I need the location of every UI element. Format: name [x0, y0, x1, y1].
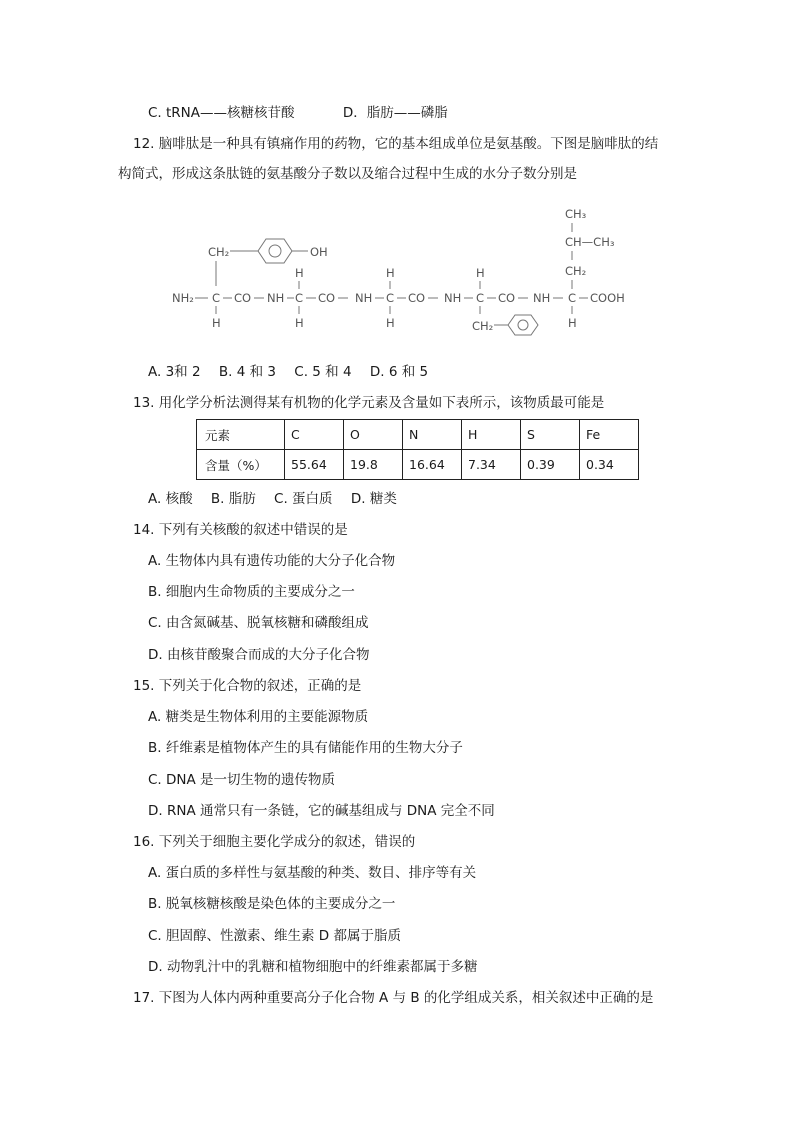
nh-2: NH: [355, 291, 373, 305]
q14-option-c: C. 由含氮碱基、脱氧核糖和磷酸组成: [148, 615, 369, 631]
q16-stem: 16. 下列关于细胞主要化学成分的叙述，错误的: [133, 834, 416, 850]
phe-benzene-ring: [508, 315, 538, 335]
gly2-h-bottom: H: [386, 316, 395, 330]
c-alpha-4: C: [476, 291, 485, 305]
q15-option-c: C. DNA 是一切生物的遗传物质: [148, 772, 336, 788]
table-cell-element: Fe: [580, 420, 639, 450]
q16-option-a: A. 蛋白质的多样性与氨基酸的种类、数目、排序等有关: [148, 865, 477, 881]
q14-option-a: A. 生物体内具有遗传功能的大分子化合物: [148, 553, 396, 569]
q11-option-c: C. tRNA——核糖核苷酸: [148, 105, 295, 121]
table-row-elements: [197, 420, 639, 450]
tyr-ch2: CH₂: [208, 245, 230, 259]
q13-option-d: D. 糖类: [350, 491, 397, 507]
table-cell-value: 0.34: [580, 450, 639, 480]
q15-option-d: D. RNA 通常只有一条链，它的碱基组成与 DNA 完全不同: [148, 803, 495, 819]
phe-h-top: H: [476, 266, 485, 280]
q15-stem: 15. 下列关于化合物的叙述，正确的是: [133, 678, 362, 694]
gly2-h-top: H: [386, 266, 395, 280]
q14-option-d: D. 由核苷酸聚合而成的大分子化合物: [148, 647, 370, 663]
nh-3: NH: [444, 291, 462, 305]
table-row-values: [197, 450, 639, 480]
q12-options-row: [148, 362, 428, 382]
q16-option-c: C. 胆固醇、性激素、维生素 D 都属于脂质: [148, 928, 401, 944]
q14-option-b: B. 细胞内生命物质的主要成分之一: [148, 584, 355, 600]
co-4: CO: [498, 291, 516, 305]
table-cell-element: O: [344, 420, 403, 450]
q14-stem: 14. 下列有关核酸的叙述中错误的是: [133, 522, 348, 538]
q15-option-b: B. 纤维素是植物体产生的具有储能作用的生物大分子: [148, 740, 463, 756]
q13-options-row: [148, 489, 397, 509]
leu-ch3-top: CH₃: [565, 207, 587, 221]
gly1-h-bottom: H: [295, 316, 304, 330]
table-cell-element: C: [285, 420, 344, 450]
q12-stem-line1: 12. 脑啡肽是一种具有镇痛作用的药物，它的基本组成单位是氨基酸。下图是脑啡肽的结: [133, 136, 659, 152]
leu-h-bottom: H: [568, 316, 577, 330]
element-content-table: [196, 419, 639, 480]
q11-options-row: [148, 103, 448, 123]
q16-option-d: D. 动物乳汁中的乳糖和植物细胞中的纤维素都属于多糖: [148, 959, 478, 975]
q12-stem-line2: 构简式，形成这条肽链的氨基酸分子数以及缩合过程中生成的水分子数分别是: [118, 166, 577, 182]
c-alpha-5: C: [568, 291, 577, 305]
nh2-terminal: NH₂: [172, 291, 194, 305]
table-cell-element: N: [403, 420, 462, 450]
q12-option-d: D. 6 和 5: [369, 364, 429, 380]
table-cell-value: 16.64: [403, 450, 462, 480]
table-cell-value: 0.39: [521, 450, 580, 480]
q16-option-b: B. 脱氧核糖核酸是染色体的主要成分之一: [148, 896, 396, 912]
q17-stem: 17. 下图为人体内两种重要高分子化合物 A 与 B 的化学组成关系，相关叙述中正确的是: [133, 990, 654, 1006]
co-3: CO: [408, 291, 426, 305]
q12-option-b: B. 4 和 3: [218, 364, 276, 380]
table-cell-element: S: [521, 420, 580, 450]
gly1-h-top: H: [295, 266, 304, 280]
q13-option-c: C. 蛋白质: [274, 491, 333, 507]
co-2: CO: [318, 291, 336, 305]
q13-option-a: A. 核酸: [148, 491, 193, 507]
leu-ch2: CH₂: [565, 264, 587, 278]
leu-ch-ch3: CH—CH₃: [565, 235, 615, 249]
q13-option-b: B. 脂肪: [210, 491, 256, 507]
tyr-h-bottom: H: [212, 316, 221, 330]
table-cell-value: 7.34: [462, 450, 521, 480]
table-cell-value: 19.8: [344, 450, 403, 480]
tyr-benzene-ring: [258, 239, 292, 263]
tyr-oh: OH: [310, 245, 328, 259]
table-row-label: 含量（%）: [197, 450, 285, 480]
q15-option-a: A. 糖类是生物体利用的主要能源物质: [148, 709, 369, 725]
peptide-structure-diagram: [150, 196, 640, 346]
table-header-label: 元素: [197, 420, 285, 450]
table-cell-element: H: [462, 420, 521, 450]
nh-4: NH: [533, 291, 551, 305]
q13-stem: 13. 用化学分析法测得某有机物的化学元素及含量如下表所示，该物质最可能是: [133, 395, 605, 411]
c-alpha-2: C: [295, 291, 304, 305]
c-alpha-3: C: [386, 291, 395, 305]
q12-option-c: C. 5 和 4: [294, 364, 352, 380]
table-cell-value: 55.64: [285, 450, 344, 480]
cooh-terminal: COOH: [590, 291, 625, 305]
nh-1: NH: [267, 291, 285, 305]
co-1: CO: [234, 291, 252, 305]
phe-ch2: CH₂: [472, 319, 494, 333]
q11-option-d: D．脂肪——磷脂: [342, 105, 448, 121]
c-alpha-1: C: [212, 291, 221, 305]
q12-option-a: A. 3和 2: [148, 364, 201, 380]
